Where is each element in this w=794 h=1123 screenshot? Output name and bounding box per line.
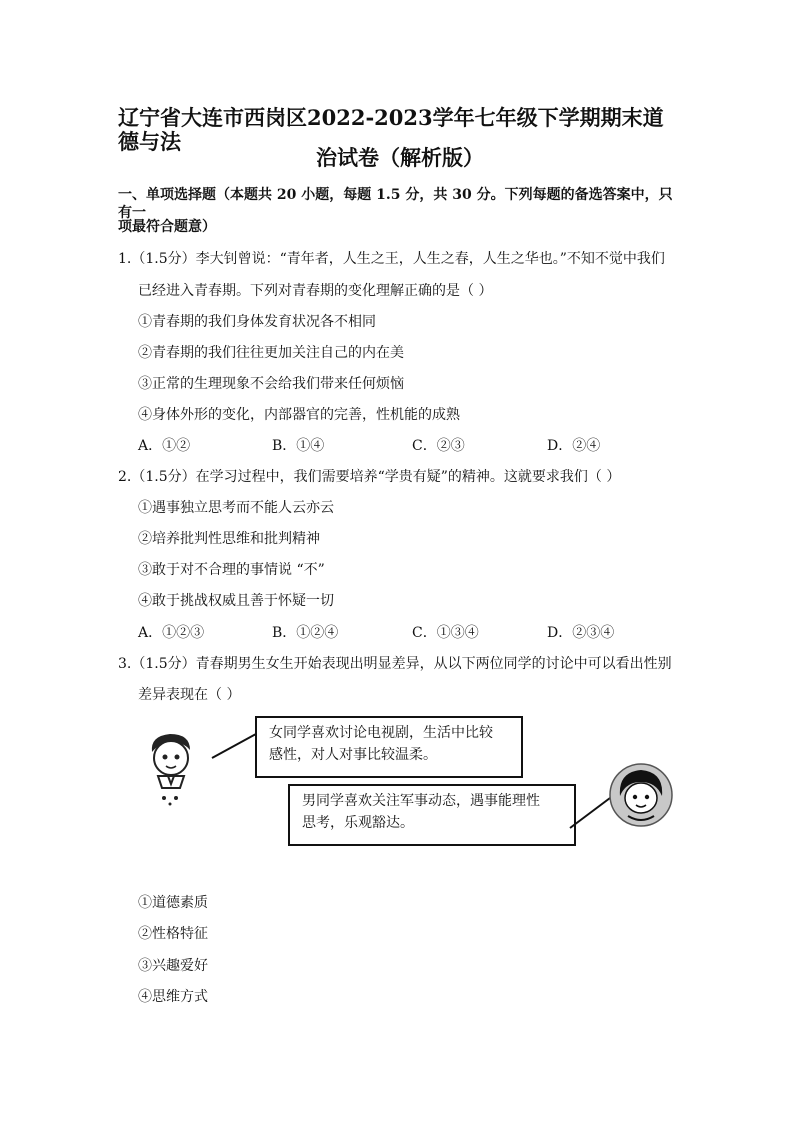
q3-stem: 3.（1.5分）青春期男生女生开始表现出明显差异，从以下两位同学的讨论中可以看出性别 <box>118 656 672 672</box>
q1-choice-d[interactable]: D．②④ <box>547 438 601 454</box>
section-header-cont: 项最符合题意） <box>118 219 216 235</box>
q3-stem-cont: 差异表现在（ ） <box>138 687 241 703</box>
q1-option-1: ①青春期的我们身体发育状况各不相同 <box>138 314 376 330</box>
q1-stem: 1.（1.5分）李大钊曾说：“青年者，人生之王，人生之春，人生之华也。”不知不觉中我们 <box>118 251 665 267</box>
q2-option-2: ②培养批判性思维和批判精神 <box>138 531 320 547</box>
section-header: 一、单项选择题（本题共 20 小题，每题 1.5 分，共 30 分。下列每题的备选答案中，只有一 <box>118 187 673 221</box>
bubble-girl-line-1: 女同学喜欢讨论电视剧，生活中比较 <box>269 725 493 741</box>
q2-choice-b[interactable]: B．①②④ <box>272 625 339 641</box>
boy-cartoon-icon <box>140 728 202 808</box>
pointer-line-2 <box>568 790 612 830</box>
bubble-boy-line-1: 男同学喜欢关注军事动态，遇事能理性 <box>302 793 540 809</box>
q1-choice-c[interactable]: C．②③ <box>412 438 465 454</box>
q2-choice-a[interactable]: A．①②③ <box>138 625 205 641</box>
speech-bubble-boy <box>288 784 576 846</box>
q1-choice-b[interactable]: B．①④ <box>272 438 325 454</box>
q3-option-2: ②性格特征 <box>138 926 208 942</box>
q3-illustration <box>130 710 670 850</box>
q2-choice-d[interactable]: D．②③④ <box>547 625 615 641</box>
q1-option-3: ③正常的生理现象不会给我们带来任何烦恼 <box>138 376 404 392</box>
q2-stem: 2.（1.5分）在学习过程中，我们需要培养“学贵有疑”的精神。这就要求我们（ ） <box>118 469 621 485</box>
q3-option-1: ①道德素质 <box>138 895 208 911</box>
pointer-line-1 <box>210 730 258 762</box>
q1-stem-cont: 已经进入青春期。下列对青春期的变化理解正确的是（ ） <box>138 283 493 299</box>
q2-choice-c[interactable]: C．①③④ <box>412 625 479 641</box>
q2-option-3: ③敢于对不合理的事情说 “不” <box>138 562 325 578</box>
bubble-girl-line-2: 感性，对人对事比较温柔。 <box>269 747 437 763</box>
q2-option-1: ①遇事独立思考而不能人云亦云 <box>138 500 334 516</box>
bubble-boy-line-2: 思考，乐观豁达。 <box>302 815 414 831</box>
q2-option-4: ④敢于挑战权威且善于怀疑一切 <box>138 593 334 609</box>
q1-choice-a[interactable]: A．①② <box>138 438 191 454</box>
girl-cartoon-icon <box>608 760 674 830</box>
q1-option-2: ②青春期的我们往往更加关注自己的内在美 <box>138 345 404 361</box>
title-line-1: 辽宁省大连市西岗区2022-2023学年七年级下学期期末道德与法 <box>118 105 664 154</box>
title-line-2: 治试卷（解析版） <box>316 145 484 170</box>
q3-option-3: ③兴趣爱好 <box>138 958 208 974</box>
q3-option-4: ④思维方式 <box>138 989 208 1005</box>
q1-option-4: ④身体外形的变化，内部器官的完善，性机能的成熟 <box>138 407 460 423</box>
speech-bubble-girl <box>255 716 523 778</box>
